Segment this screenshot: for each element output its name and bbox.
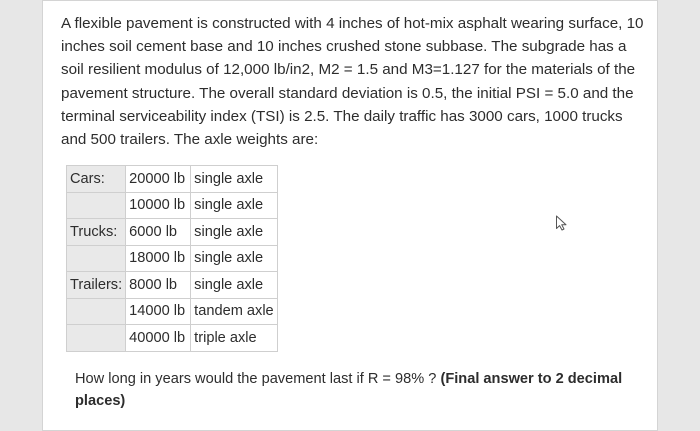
category-cell: Cars: xyxy=(67,166,126,193)
axle-type-cell: single axle xyxy=(191,245,278,272)
mouse-pointer-icon xyxy=(555,215,569,231)
weight-cell: 40000 lb xyxy=(126,325,191,352)
table-row xyxy=(67,272,278,299)
weight-cell: 20000 lb xyxy=(126,166,191,193)
axle-type-cell: single axle xyxy=(191,219,278,246)
weight-cell: 10000 lb xyxy=(126,192,191,219)
table-row xyxy=(67,245,278,272)
weight-cell: 18000 lb xyxy=(126,245,191,272)
category-cell: Trailers: xyxy=(67,272,126,299)
category-cell xyxy=(67,325,126,352)
category-cell xyxy=(67,192,126,219)
axle-type-cell: single axle xyxy=(191,166,278,193)
weight-cell: 14000 lb xyxy=(126,298,191,325)
axle-type-cell: triple axle xyxy=(191,325,278,352)
table-row xyxy=(67,166,278,193)
category-cell: Trucks: xyxy=(67,219,126,246)
table-row xyxy=(67,325,278,352)
category-cell xyxy=(67,298,126,325)
category-cell xyxy=(67,245,126,272)
axle-weights-table xyxy=(66,165,278,352)
table-row xyxy=(67,192,278,219)
question-text xyxy=(75,368,645,412)
problem-paragraph: A flexible pavement is constructed with 4 inches of hot-mix asphalt wearing surface, 10 inches soil cement base and 10 inches crushed stone subbase. The subgrade has a soil resilient modulus of 12,000 lb/in2, M2 = 1.5 and M3=1.127 for the materials of the pavement structure. The overall standard deviation is 0.5, the initial PSI = 5.0 and the terminal serviceability index (TSI) is 2.5. The daily traffic has 3000 cars, 1000 trucks and 500 trailers. The axle weights are: xyxy=(61,15,644,149)
question-bold: (Final answer to 2 decimal places) xyxy=(75,371,623,409)
table-row xyxy=(67,219,278,246)
question-start: How long in years would the pavement last if R = 98% ? xyxy=(75,371,437,387)
table-row xyxy=(67,298,278,325)
problem-card xyxy=(42,0,658,431)
weight-cell: 6000 lb xyxy=(126,219,191,246)
axle-type-cell: single axle xyxy=(191,272,278,299)
axle-type-cell: tandem axle xyxy=(191,298,278,325)
weight-cell: 8000 lb xyxy=(126,272,191,299)
axle-type-cell: single axle xyxy=(191,192,278,219)
